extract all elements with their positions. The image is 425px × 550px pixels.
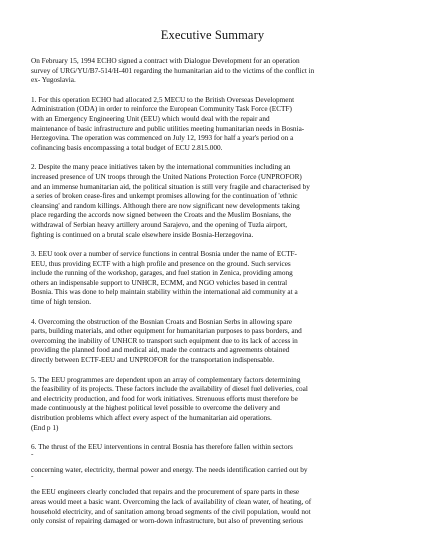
paragraph-6-line-1: 6. The thrust of the EEU interventions in central Bosnia has therefore fallen within sectors — [31, 443, 293, 452]
paragraph-2: 2. Despite the many peace initiatives taken by the international communities including an increased presence of UN troops through the United Nations Protection Force (UNPROFOR) and an immense humanitarian aid, the political situation is still very fragile and characterised by a series of broken cease-fires and unkempt promises allowing for the continuation of 'ethnic cleansing' and random killings. Although there are now significant new developments taking place regarding the accords now signed between the Croats and the Muslim Bosnians, the withdrawal of Serbian heavy artillery around Sarajevo, and the opening of Tuzla airport, fighting is continued on a brutal scale elsewhere inside Bosnia-Herzegovina. — [31, 163, 310, 239]
paragraph-4: 4. Overcoming the obstruction of the Bosnian Croats and Bosnian Serbs in allowing spare parts, building materials, and other equipment for humanitarian purposes to pass borders, and overcoming the inability of UNHCR to transport such equipment due to its lack of access in providing the planned food and medical aid, made the contracts and agreements obtained directly between ECTF-EEU and UNPROFOR for the transportation indispensable. — [31, 317, 302, 365]
intro-paragraph: On February 15, 1994 ECHO signed a contract with Dialogue Development for an operation survey of URG/YU/B7-514/H-401 regarding the humanitarian aid to the victims of the conflict in ex- Yugoslavia. — [31, 57, 315, 85]
paragraph-5: 5. The EEU programmes are dependent upon an array of complementary factors determining the feasibility of its projects. These factors include the availability of diesel fuel deliveries, coal and electricity production, and food for work initiatives. Strenuous efforts must therefore be made continuously at the highest political level possible to overcome the delivery and distribution problems which affect every aspect of the humanitarian aid operations. (End p 1) — [31, 375, 308, 432]
paragraph-3: 3. EEU took over a number of service functions in central Bosnia under the name of ECTF- EEU, thus providing ECTF with a high profile and presence on the ground. Such services include the running of the workshop, garages, and fuel station in Zenica, providing among others an indispensable support to UNHCR, ECMM, and NGO vehicles based in central Bosnia. This was done to help maintain stability within the international aid community at a time of high tension. — [31, 250, 298, 307]
paragraph-6-continued: the EEU engineers clearly concluded that repairs and the procurement of spare parts in these areas would meet a basic want. Overcoming the lack of availability of clean water, of heating, of household electricity, and of sanitation among broad segments of the civil population, would not only consist of repairing damaged or worn-down infrastructure, but also of preventing serious — [31, 488, 312, 526]
tilde-mark: ˜ — [31, 452, 34, 461]
document-body — [31, 57, 395, 537]
tilde-mark: ˜ — [31, 475, 34, 484]
page-title: Executive Summary — [160, 28, 265, 42]
paragraph-6-line-2: concerning water, electricity, thermal power and energy. The needs identification carried out by — [31, 465, 308, 474]
paragraph-1: 1. For this operation ECHO had allocated 2,5 MECU to the British Overseas Development Administration (ODA) in order to reinforce the European Community Task Force (ECTF) with an Emergency Engineering Unit (EEU) which would deal with the repair and maintenance of basic infrastructure and public utilities meeting humanitarian needs in Bosnia- Herzegovina. The operation was commenced on July 12, 1993 for half a year's period on a cofinancing basis encompassing a total budget of ECU 2.815.000. — [31, 95, 305, 152]
